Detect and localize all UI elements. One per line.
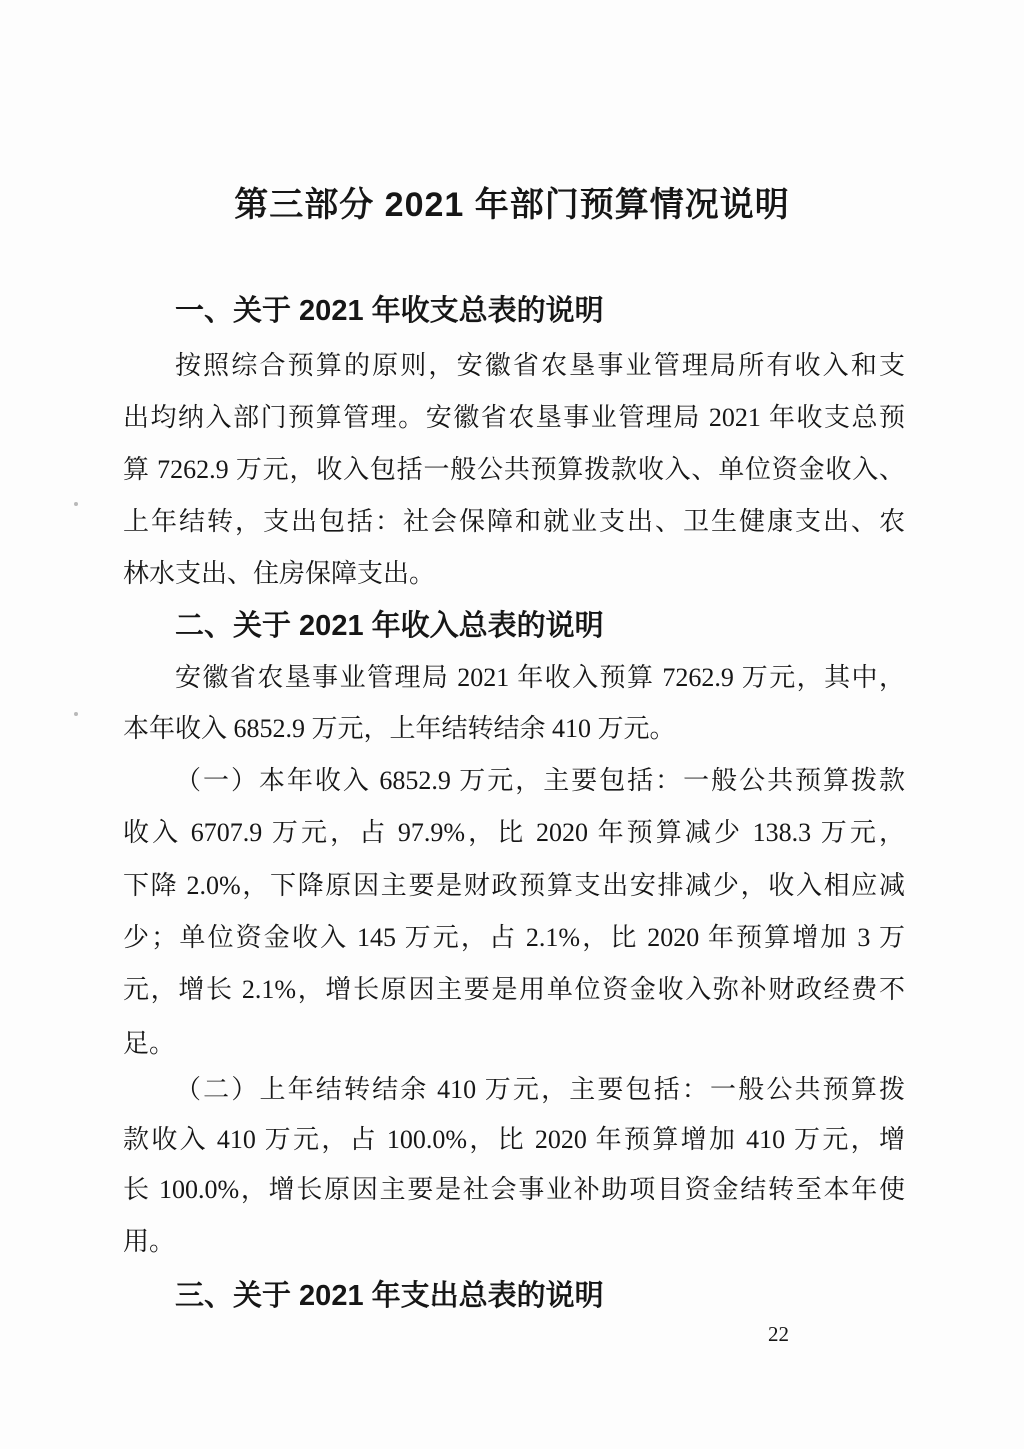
document-title: 第三部分 2021 年部门预算情况说明 <box>234 186 790 224</box>
doc-line: 算 7262.9 万元，收入包括一般公共预算拨款收入、单位资金收入、 <box>123 455 905 484</box>
doc-line: 少；单位资金收入 145 万元，占 2.1%，比 2020 年预算增加 3 万 <box>123 923 905 952</box>
doc-line: 下降 2.0%，下降原因主要是财政预算支出安排减少，收入相应减 <box>123 871 905 900</box>
doc-line: （一）本年收入 6852.9 万元，主要包括：一般公共预算拨款 <box>175 766 905 795</box>
page-number: 22 <box>768 1322 789 1346</box>
doc-line: 出均纳入部门预算管理。安徽省农垦事业管理局 2021 年收支总预 <box>123 403 905 432</box>
scan-speck <box>74 502 78 506</box>
section-heading-3: 三、关于 2021 年支出总表的说明 <box>175 1280 604 1312</box>
doc-line: 款收入 410 万元，占 100.0%，比 2020 年预算增加 410 万元，增 <box>123 1125 905 1154</box>
doc-line: 林水支出、住房保障支出。 <box>123 559 436 588</box>
doc-line: 安徽省农垦事业管理局 2021 年收入预算 7262.9 万元，其中， <box>175 663 905 692</box>
doc-line: 上年结转，支出包括：社会保障和就业支出、卫生健康支出、农 <box>123 507 905 536</box>
doc-line: 元，增长 2.1%，增长原因主要是用单位资金收入弥补财政经费不 <box>123 975 905 1004</box>
doc-line: 按照综合预算的原则，安徽省农垦事业管理局所有收入和支 <box>175 351 905 380</box>
doc-line: 本年收入 6852.9 万元，上年结转结余 410 万元。 <box>123 714 676 743</box>
doc-line: 用。 <box>123 1227 176 1256</box>
doc-line: （二）上年结转结余 410 万元，主要包括：一般公共预算拨 <box>175 1075 905 1104</box>
doc-line: 长 100.0%，增长原因主要是社会事业补助项目资金结转至本年使 <box>123 1175 905 1204</box>
scan-speck <box>74 712 78 716</box>
doc-line: 足。 <box>123 1029 176 1058</box>
doc-line: 收入 6707.9 万元，占 97.9%，比 2020 年预算减少 138.3 万元， <box>123 818 905 847</box>
section-heading-2: 二、关于 2021 年收入总表的说明 <box>175 610 604 642</box>
section-heading-1: 一、关于 2021 年收支总表的说明 <box>175 295 604 327</box>
